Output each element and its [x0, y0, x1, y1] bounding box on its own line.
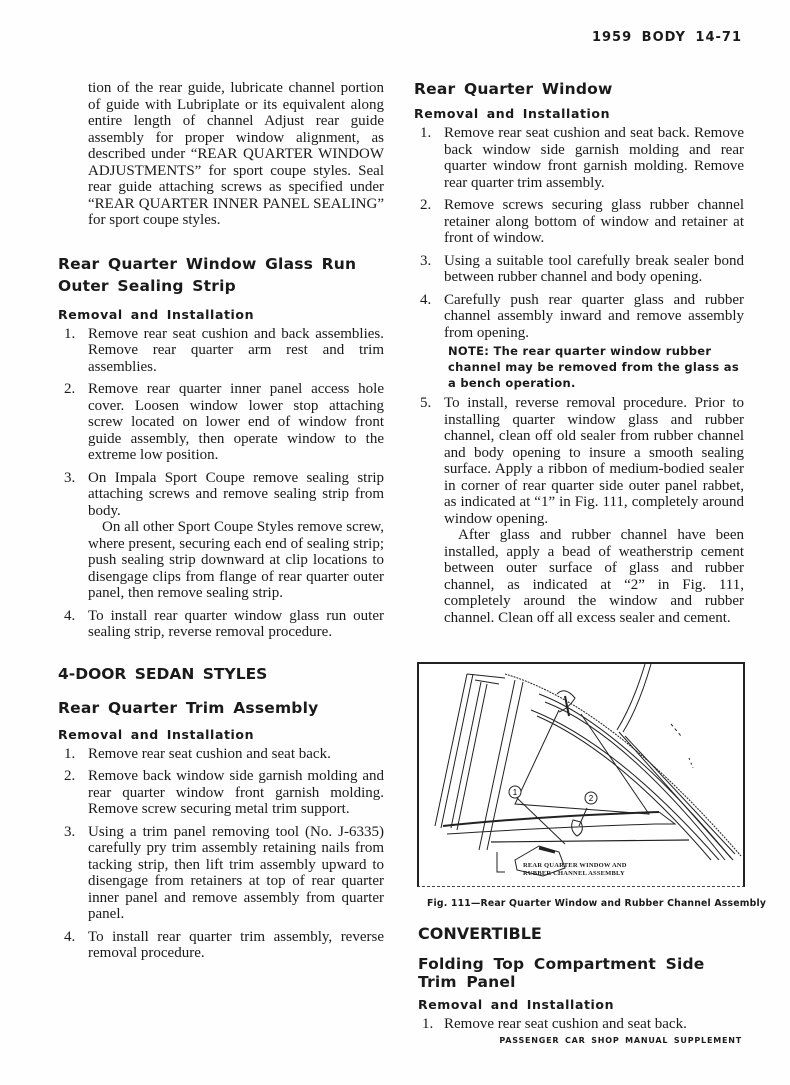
sub-paragraph: On all other Sport Coupe Styles remove screw, where present, securing each end of sealing strip; push sealing strip downward at clip locations to disengage clips from flange of rear quarter outer panel, then remove sealing strip. — [88, 519, 384, 601]
left-column — [58, 80, 384, 968]
section-subtitle: Removal and Installation — [414, 106, 611, 121]
section-subtitle: Removal and Installation — [58, 726, 255, 742]
figure-caption: Fig. 111—Rear Quarter Window and Rubber Channel Assembly — [427, 898, 767, 909]
glass-run-section — [58, 253, 384, 641]
section-heading: CONVERTIBLE — [418, 924, 542, 943]
page-footer: PASSENGER CAR SHOP MANUAL SUPPLEMENT — [499, 1036, 742, 1045]
list-item: 1. Remove rear seat cushion and seat back. Remove back window side garnish molding and rear quarter window front garnish molding. Remove rear quarter trim assembly. — [420, 125, 744, 191]
list-item: 4. Carefully push rear quarter glass and rubber channel assembly inward and remove assembly from opening. — [420, 291, 744, 341]
section-title: Rear Quarter Window — [414, 80, 613, 98]
list-item: 3. On Impala Sport Coupe remove sealing strip attaching screws and remove sealing strip from body. On all other Sport Coupe Styles remove screw, where present, securing each end of sealing strip; push sealing strip downward at clip locations to disengage clips from flange of rear quarter outer panel, then remove sealing strip. — [64, 469, 384, 601]
list-item: 2. Remove back window side garnish molding and rear quarter window front garnish molding. Remove screw securing metal trim support. — [64, 768, 384, 817]
list-item: 1. Remove rear seat cushion and seat back. — [64, 745, 331, 762]
list-item: 2. Remove rear quarter inner panel access hole cover. Loosen window lower stop attaching screw located on lower end of window front guide assembly, then operate window to the extreme low position. — [64, 381, 384, 463]
continuation-paragraph: tion of the rear guide, lubricate channel portion of guide with Lubriplate or its equivalent along entire length of channel Adjust rear guide assembly for proper window alignment, as described under “REAR QUARTER WINDOW ADJUSTMENTS” for sport coupe styles. Seal rear guide attaching screws as specified under “REAR QUARTER INNER PANEL SEALING” for sport coupe styles. — [88, 80, 384, 228]
running-head: 1959 BODY 14-71 — [591, 30, 742, 45]
section-title: Folding Top Compartment Side Trim Panel — [418, 955, 705, 991]
steps-list-continued — [414, 395, 744, 626]
note-callout: NOTE: The rear quarter window rubber channel may be removed from the glass as a bench operation. — [448, 344, 739, 390]
figure-111 — [417, 662, 745, 887]
sub-paragraph: After glass and rubber channel have been installed, apply a bead of weatherstrip cement between outer surface of glass and rubber channel, as indicated at “2” in Fig. 111, completely around the window and rubber channel. Clean off all excess sealer and cement. — [444, 527, 744, 626]
list-item: 4. To install rear quarter window glass run outer sealing strip, reverse removal procedure. — [64, 607, 384, 640]
figure-part-label: REAR QUARTER WINDOW AND RUBBER CHANNEL ASSEMBLY — [523, 862, 627, 877]
rear-quarter-window-section — [414, 80, 744, 626]
right-column — [414, 80, 744, 632]
svg-text:1: 1 — [512, 788, 518, 797]
list-item: 2. Remove screws securing glass rubber channel retainer along bottom of window and retainer at front of window. — [420, 197, 744, 246]
steps-list — [58, 746, 384, 962]
sedan-section — [58, 665, 384, 962]
svg-text:2: 2 — [588, 794, 594, 803]
list-item: 4. To install rear quarter trim assembly, reverse removal procedure. — [64, 928, 384, 961]
section-subtitle: Removal and Installation — [418, 997, 615, 1012]
steps-list — [414, 125, 744, 341]
list-item: 5. To install, reverse removal procedure. Prior to installing quarter window glass and rubber channel, clean off old sealer from rubber channel and body opening to insure a smooth sealing surface. Apply a ribbon of medium-bodied sealer in corner of rear quarter side outer panel rabbet, as indicated at “1” in Fig. 111, completely around window opening. After glass and rubber channel have been installed, apply a bead of weatherstrip cement between outer surface of glass and rubber channel, as indicated at “2” in Fig. 111, completely around the window and rubber channel. Clean off all excess sealer and cement. — [420, 395, 744, 626]
list-item: 3. Using a suitable tool carefully break sealer bond between rubber channel and body opening. — [420, 252, 744, 285]
section-title: Rear Quarter Window Glass Run Outer Sealing Strip — [58, 254, 357, 295]
section-subtitle: Removal and Installation — [58, 306, 255, 322]
callout-1 — [509, 786, 521, 798]
convertible-section — [418, 924, 744, 1039]
list-item: 3. Using a trim panel removing tool (No. J-6335) carefully pry trim assembly retaining nails from tacking strip, then lift trim assembly upward to disengage from retainers at top of rear quarter inner panel and remove assembly from quarter panel. — [64, 823, 384, 922]
list-item: 1. Remove rear seat cushion and back assemblies. Remove rear quarter arm rest and trim assemblies. — [64, 325, 384, 375]
list-item: 1. Remove rear seat cushion and seat back. — [422, 1016, 687, 1032]
steps-list — [58, 326, 384, 641]
section-title: Rear Quarter Trim Assembly — [58, 698, 319, 717]
callout-2 — [585, 792, 597, 804]
section-heading: 4-DOOR SEDAN STYLES — [58, 664, 268, 683]
rear-quarter-window-illustration — [419, 664, 743, 886]
steps-list — [418, 1016, 744, 1033]
